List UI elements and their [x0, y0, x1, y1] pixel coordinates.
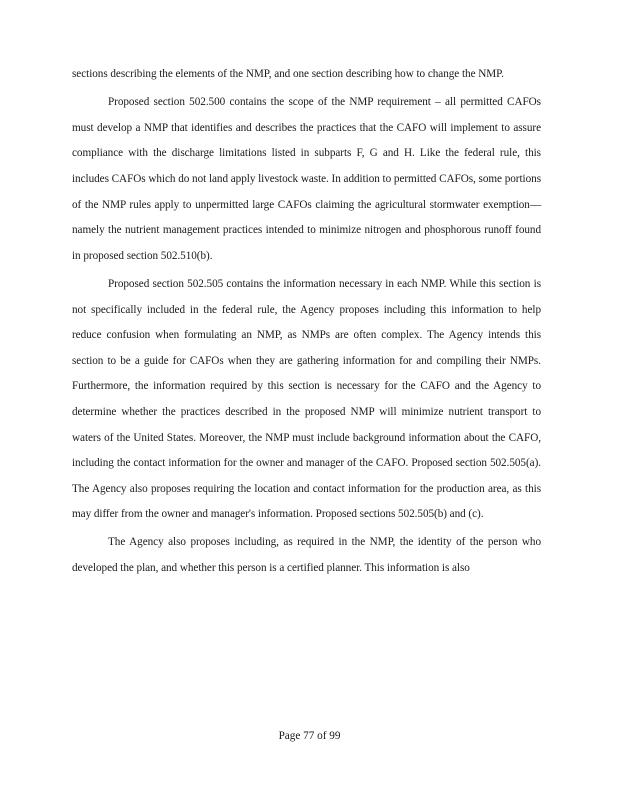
paragraph-continuation: sections describing the elements of the NMP, and one section describing how to change the NMP.	[72, 68, 504, 80]
paragraph-planner: The Agency also proposes including, as required in the NMP, the identity of the person who developed the plan, and whether this person is a certified planner. This information is also	[72, 536, 541, 575]
page-number: Page 77 of 99	[278, 730, 341, 742]
paragraph-information: Proposed section 502.505 contains the information necessary in each NMP. While this section is not specifically included in the federal rule, the Agency proposes including this information to help reduce confusion when formulating an NMP, as NMPs are often complex. The Agency intends this section to be a guide for CAFOs when they are gathering information for and compiling their NMPs. Furthermore, the information required by this section is necessary for the CAFO and the Agency to determine whether the practices described in the proposed NMP will minimize nutrient transport to waters of the United States. Moreover, the NMP must include background information about the CAFO, including the contact information for the owner and manager of the CAFO. Proposed section 502.505(a). The Agency also proposes requiring the location and contact information for the production area, as this may differ from the owner and manager's information. Proposed sections 502.505(b) and (c).	[72, 277, 541, 521]
body-text	[72, 62, 541, 584]
paragraph-scope: Proposed section 502.500 contains the scope of the NMP requirement – all permitted CAFOs must develop a NMP that identifies and describes the practices that the CAFO will implement to assure compliance with the discharge limitations listed in subparts F, G and H. Like the federal rule, this includes CAFOs which do not land apply livestock waste. In addition to permitted CAFOs, some portions of the NMP rules apply to unpermitted large CAFOs claiming the agricultural stormwater exemption—namely the nutrient management practices intended to minimize nitrogen and phosphorous runoff found in proposed section 502.510(b).	[72, 96, 541, 262]
page-footer	[0, 730, 619, 742]
